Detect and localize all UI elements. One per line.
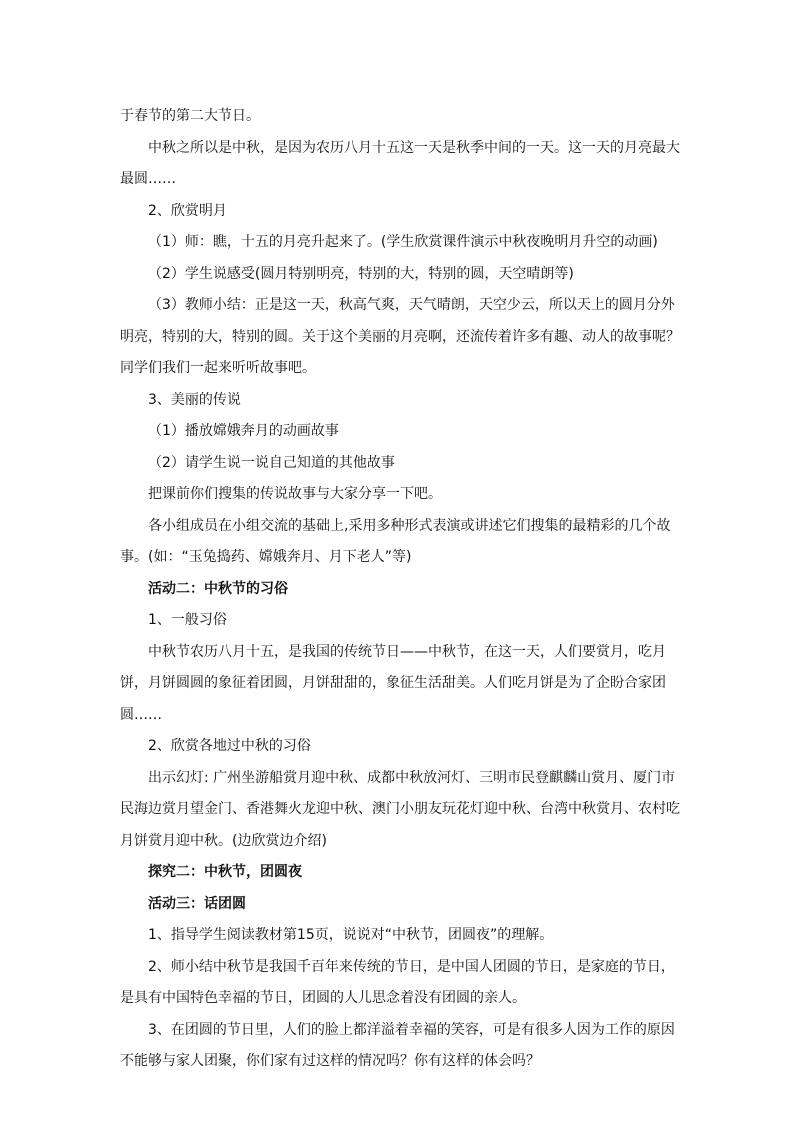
list-item: （2）学生说感受(圆月特别明亮，特别的大，特别的圆，天空晴朗等)	[148, 265, 574, 282]
list-item: （2）请学生说一说自己知道的其他故事	[148, 454, 395, 471]
paragraph: 3、在团圆的节日里，人们的脸上都洋溢着幸福的笑容，可是有很多人因为工作的原因不能够与家人团聚，你们家有过这样的情况吗？你有这样的体会吗？	[120, 1021, 675, 1069]
activity-heading: 活动二：中秋节的习俗	[148, 580, 288, 597]
paragraph: 中秋之所以是中秋，是因为农历八月十五这一天是秋季中间的一天。这一天的月亮最大最圆……	[120, 139, 680, 187]
document-body	[120, 101, 680, 1078]
paragraph: 出示幻灯: 广州坐游船赏月迎中秋、成都中秋放河灯、三明市民登麒麟山赏月、厦门市民海边赏月望金门、香港舞火龙迎中秋、澳门小朋友玩花灯迎中秋、台湾中秋赏月、农村吃月饼赏月迎中秋。(边欣赏边介绍)	[120, 769, 680, 849]
section-heading: 2、欣赏各地过中秋的习俗	[148, 738, 311, 754]
paragraph: 把课前你们搜集的传说故事与大家分享一下吧。	[148, 486, 442, 502]
paragraph: 1、指导学生阅读教材第15页，说说对“中秋节，团圆夜”的理解。	[148, 927, 554, 943]
activity-heading: 活动三：话团圆	[148, 895, 246, 912]
section-heading: 3、美丽的传说	[148, 391, 241, 408]
section-heading: 2、欣赏明月	[148, 202, 227, 219]
list-item: （1）播放嫦娥奔月的动画故事	[148, 423, 339, 439]
section-heading: 1、一般习俗	[148, 612, 227, 628]
list-item: （3）教师小结：正是这一天，秋高气爽，天气晴朗，天空少云，所以天上的圆月分外明亮，特别的大，特别的圆。关于这个美丽的月亮啊，还流传着许多有趣、动人的故事呢？同学们我们一起来听听故事吧。	[120, 297, 680, 376]
paragraph: 中秋节农历八月十五，是我国的传统节日——中秋节，在这一天，人们要赏月，吃月饼，月饼圆圆的象征着团圆，月饼甜甜的，象征生活甜美。人们吃月饼是为了企盼合家团圆……	[120, 643, 666, 723]
paragraph: 各小组成员在小组交流的基础上,采用多种形式表演或讲述它们搜集的最精彩的几个故事。(如：“玉兔捣药、嫦娥奔月、月下老人”等)	[120, 517, 671, 565]
list-item: （1）师：瞧，十五的月亮升起来了。(学生欣赏课件演示中秋夜晚明月升空的动画)	[148, 234, 658, 250]
paragraph: 于春节的第二大节日。	[120, 108, 260, 124]
paragraph: 2、师小结中秋节是我国千百年来传统的节日，是中国人团圆的节日，是家庭的节日，是具有中国特色幸福的节日，团圆的人儿思念着没有团圆的亲人。	[120, 958, 675, 1006]
inquiry-heading: 探究二：中秋节，团圆夜	[148, 864, 302, 880]
